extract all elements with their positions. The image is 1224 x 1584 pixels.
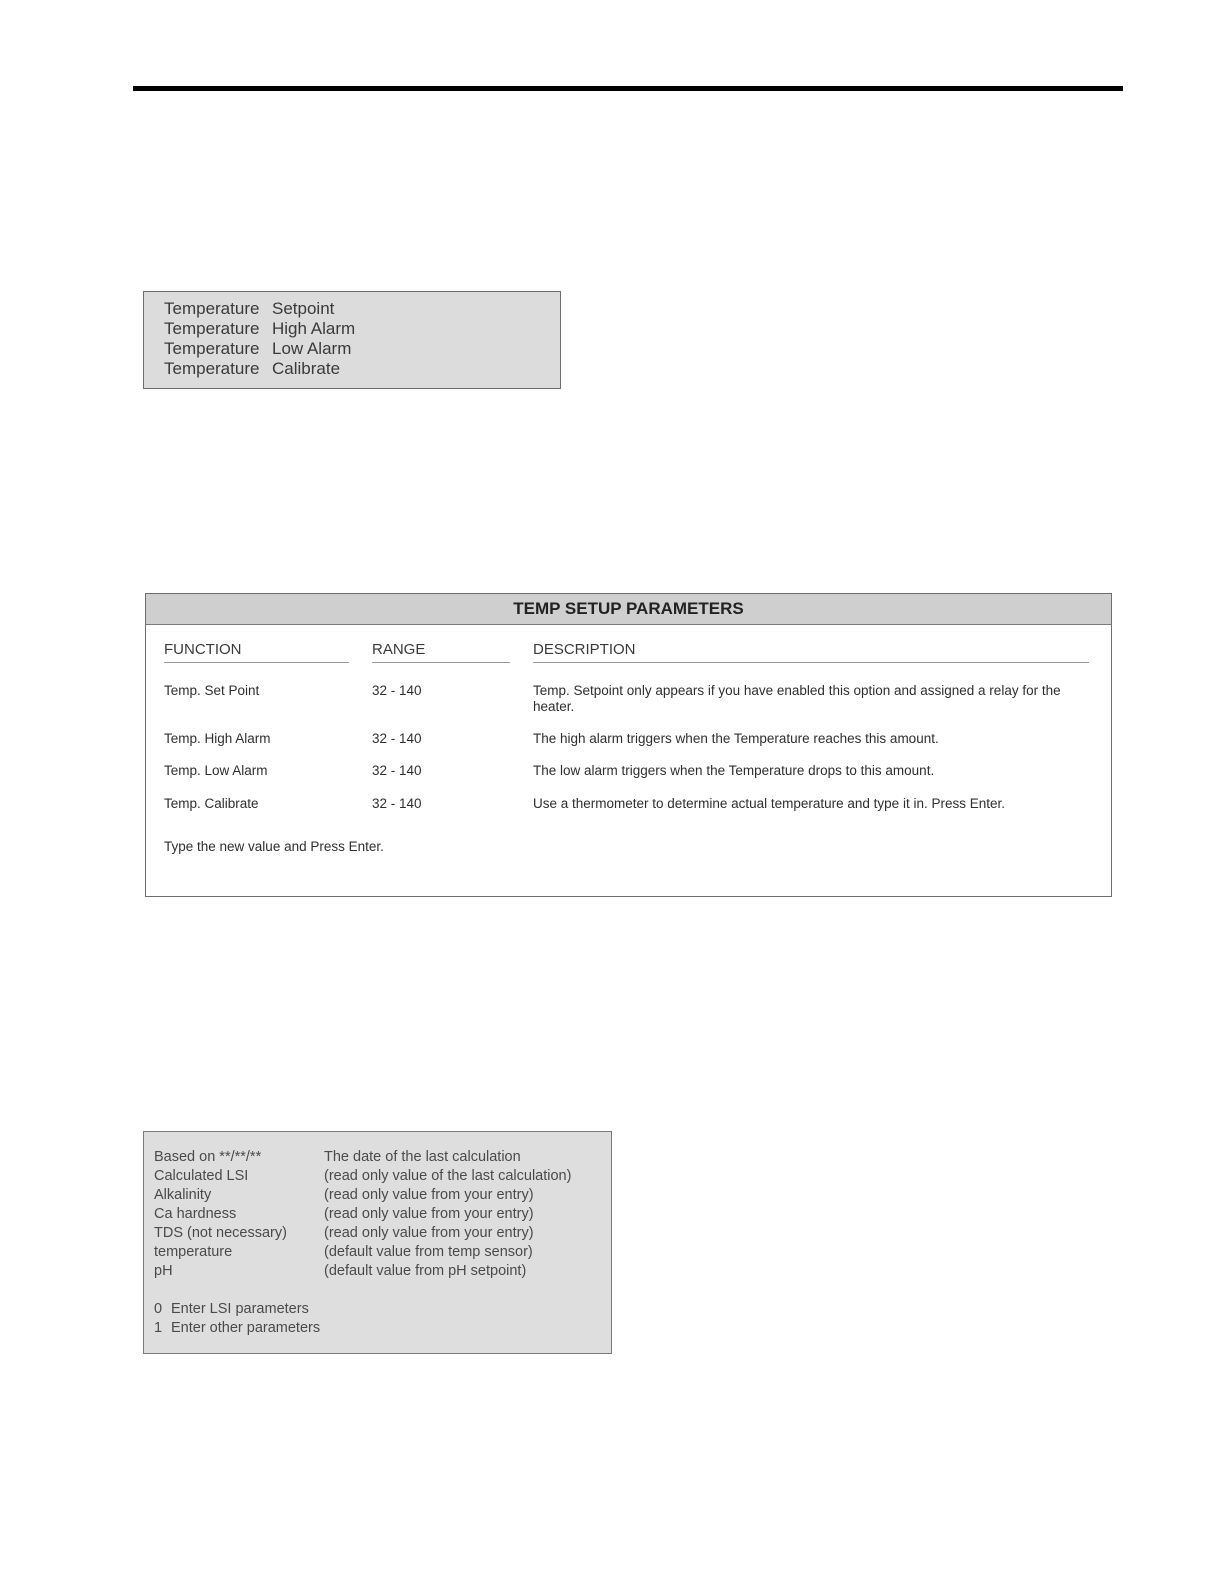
row-range: 32 - 140 xyxy=(372,796,422,811)
temp-setup-parameters-table xyxy=(145,593,1112,897)
lsi-row-ca-hardness xyxy=(154,1205,611,1224)
column-header-description: DESCRIPTION xyxy=(533,641,1089,663)
menu-item-calibrate[interactable] xyxy=(164,359,560,379)
lsi-label: pH xyxy=(154,1263,173,1279)
row-description: Temp. Setpoint only appears if you have enabled this option and assigned a relay for the heater. xyxy=(533,683,1061,714)
lsi-value: The date of the last calculation xyxy=(324,1149,521,1165)
lsi-row-tds xyxy=(154,1224,611,1243)
menu-item-prefix: Temperature xyxy=(164,299,260,318)
option-key: 0 xyxy=(154,1301,163,1317)
menu-item-label: Calibrate xyxy=(272,359,341,378)
lsi-value: (default value from pH setpoint) xyxy=(324,1263,527,1279)
menu-item-label: Low Alarm xyxy=(272,339,352,358)
row-description: The low alarm triggers when the Temperature drops to this amount. xyxy=(533,763,935,778)
option-key: 1 xyxy=(154,1320,163,1336)
lsi-label: TDS (not necessary) xyxy=(154,1225,287,1241)
lsi-row-temperature xyxy=(154,1243,611,1262)
row-description: Use a thermometer to determine actual temperature and type it in. Press Enter. xyxy=(533,796,1005,811)
lsi-value: (default value from temp sensor) xyxy=(324,1244,533,1260)
option-label: Enter other parameters xyxy=(171,1320,321,1336)
lsi-value: (read only value from your entry) xyxy=(324,1206,534,1222)
option-enter-other-parameters[interactable] xyxy=(154,1319,611,1338)
option-label: Enter LSI parameters xyxy=(171,1301,309,1317)
lsi-row-calculated xyxy=(154,1167,611,1186)
row-range: 32 - 140 xyxy=(372,731,422,746)
column-header-range: RANGE xyxy=(372,641,510,663)
menu-item-low-alarm[interactable] xyxy=(164,339,560,359)
header-rule xyxy=(133,86,1123,91)
table-title: TEMP SETUP PARAMETERS xyxy=(146,594,1111,625)
lsi-label: Based on **/**/** xyxy=(154,1149,262,1165)
lsi-label: Calculated LSI xyxy=(154,1168,249,1184)
menu-item-prefix: Temperature xyxy=(164,359,260,378)
row-range: 32 - 140 xyxy=(372,763,422,778)
row-function: Temp. Set Point xyxy=(164,683,260,698)
option-enter-lsi-parameters[interactable] xyxy=(154,1300,611,1319)
menu-item-prefix: Temperature xyxy=(164,339,260,358)
row-function: Temp. High Alarm xyxy=(164,731,271,746)
menu-item-setpoint[interactable] xyxy=(164,299,560,319)
menu-item-label: High Alarm xyxy=(272,319,356,338)
lsi-label: Alkalinity xyxy=(154,1187,212,1203)
lsi-row-based-on xyxy=(154,1148,611,1167)
lsi-value: (read only value from your entry) xyxy=(324,1187,534,1203)
menu-item-high-alarm[interactable] xyxy=(164,319,560,339)
lsi-value: (read only value from your entry) xyxy=(324,1225,534,1241)
row-description: The high alarm triggers when the Temperature reaches this amount. xyxy=(533,731,939,746)
row-function: Temp. Low Alarm xyxy=(164,763,268,778)
menu-item-prefix: Temperature xyxy=(164,319,260,338)
lsi-row-alkalinity xyxy=(154,1186,611,1205)
lsi-value: (read only value of the last calculation) xyxy=(324,1168,572,1184)
row-function: Temp. Calibrate xyxy=(164,796,259,811)
lsi-label: temperature xyxy=(154,1244,233,1260)
lsi-options xyxy=(154,1300,611,1338)
column-header-function: FUNCTION xyxy=(164,641,349,663)
lsi-screen xyxy=(143,1131,612,1354)
temperature-menu-screen xyxy=(143,291,561,389)
table-note: Type the new value and Press Enter. xyxy=(164,839,384,854)
menu-item-label: Setpoint xyxy=(272,299,335,318)
lsi-row-ph xyxy=(154,1262,611,1281)
lsi-label: Ca hardness xyxy=(154,1206,237,1222)
row-range: 32 - 140 xyxy=(372,683,422,698)
